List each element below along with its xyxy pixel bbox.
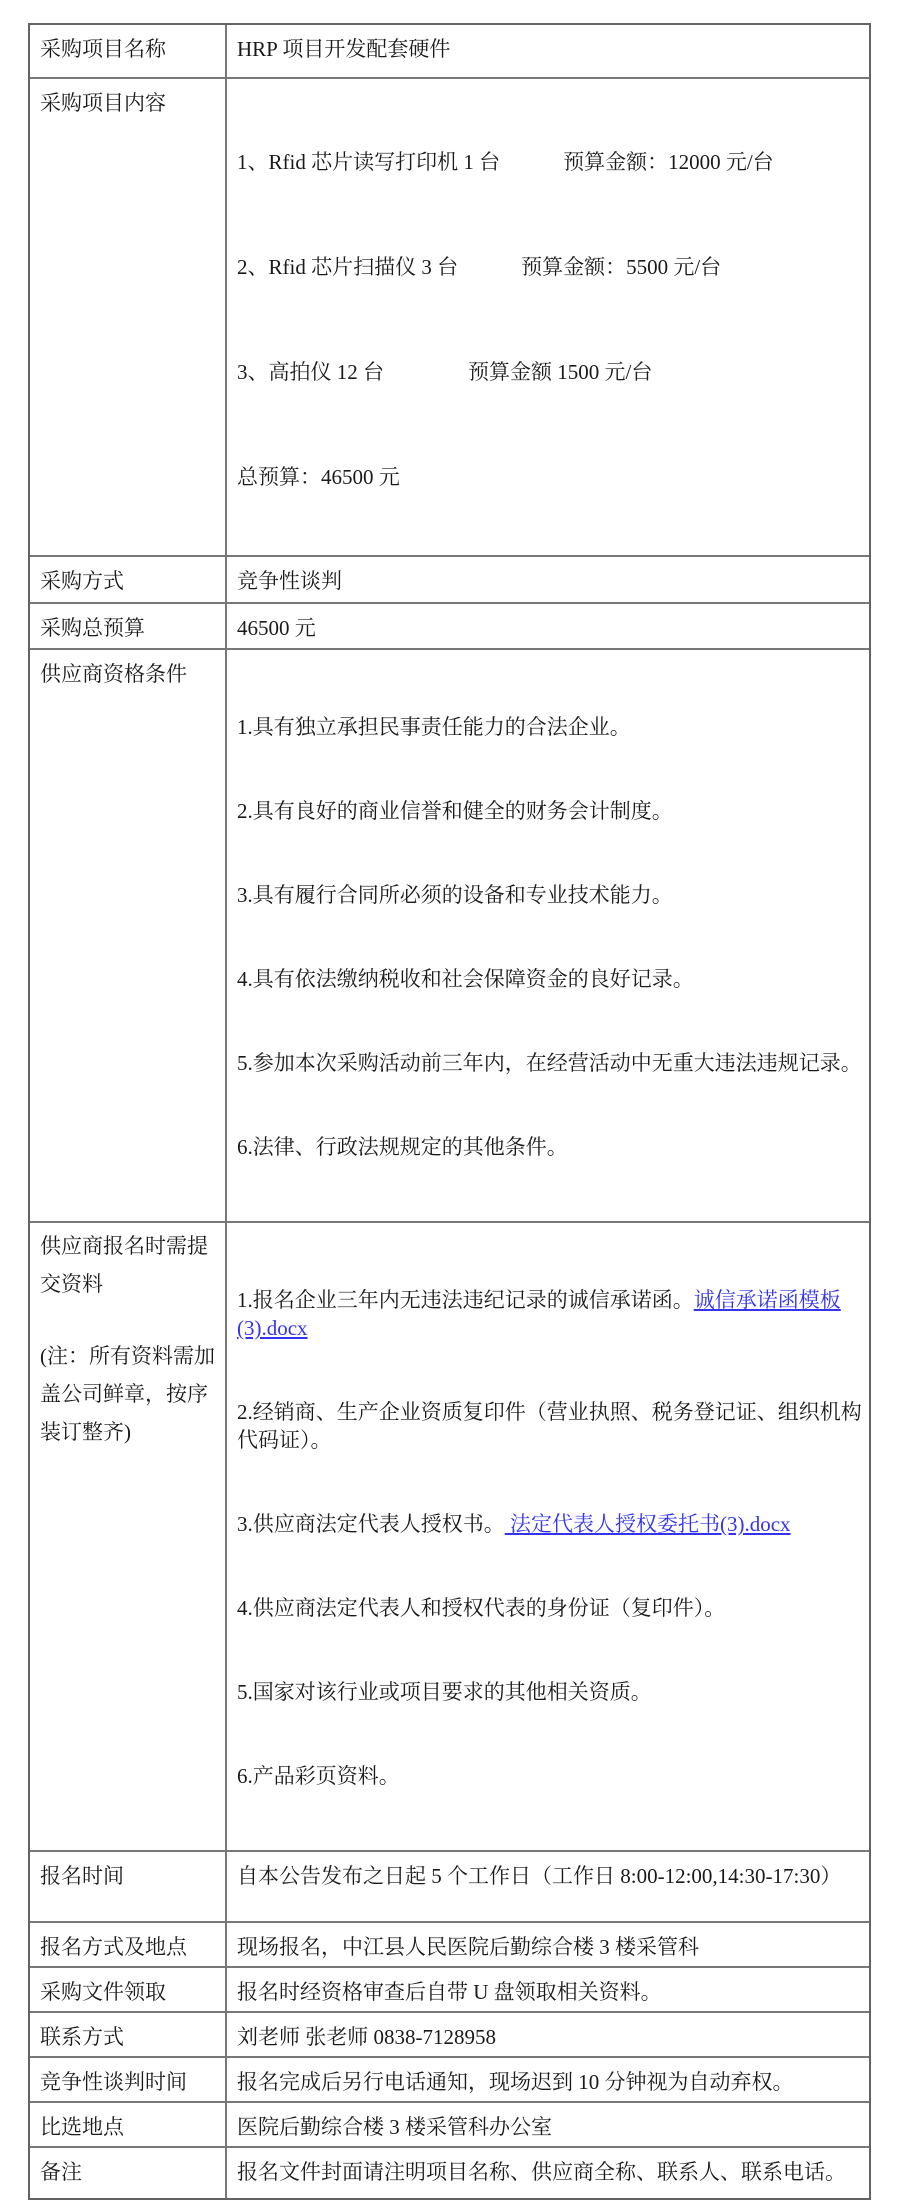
procurement-notice-table — [28, 23, 871, 2200]
table-row-file-pickup — [30, 1966, 869, 2011]
method-value: 竞争性谈判 — [237, 569, 342, 593]
table-row-qualifications — [30, 648, 869, 1221]
attachment-link-authorization-letter[interactable]: 法定代表人授权委托书(3).docx — [504, 1512, 791, 1536]
table-row-required-materials — [30, 1221, 869, 1850]
remark-value: 报名文件封面请注明项目名称、供应商全称、联系人、联系电话。 — [237, 2160, 846, 2184]
signup-time-value: 自本公告发布之日起 5 个工作日（工作日 8:00-12:00,14:30-17:30） — [237, 1864, 842, 1888]
row-label: 采购文件领取 — [30, 1968, 227, 2011]
material-item-5: 5.国家对该行业或项目要求的其他相关资质。 — [237, 1680, 652, 1704]
table-row-negotiation-time — [30, 2056, 869, 2101]
row-label: 联系方式 — [30, 2013, 227, 2056]
content-item-1: 1、Rfid 芯片读写打印机 1 台 预算金额：12000 元/台 — [237, 150, 774, 174]
row-label: 备注 — [30, 2148, 227, 2198]
qualification-item-5: 5.参加本次采购活动前三年内，在经营活动中无重大违法违规记录。 — [237, 1051, 862, 1075]
materials-value — [227, 1223, 869, 1850]
signup-place-value: 现场报名，中江县人民医院后勤综合楼 3 楼采管科 — [237, 1935, 699, 1959]
row-label: 采购方式 — [30, 557, 227, 602]
qualification-item-6: 6.法律、行政法规规定的其他条件。 — [237, 1135, 568, 1159]
file-pickup-value: 报名时经资格审查后自带 U 盘领取相关资料。 — [237, 1980, 662, 2004]
content-item-3: 3、高拍仪 12 台 预算金额 1500 元/台 — [237, 360, 653, 384]
table-row-selection-place — [30, 2101, 869, 2146]
material-item-6: 6.产品彩页资料。 — [237, 1764, 400, 1788]
total-budget-value: 46500 元 — [237, 616, 316, 640]
content-total-budget: 总预算：46500 元 — [237, 465, 400, 489]
qualifications-value — [227, 650, 869, 1221]
row-label: 竞争性谈判时间 — [30, 2058, 227, 2101]
table-row-project-content — [30, 77, 869, 555]
contact-value: 刘老师 张老师 0838-7128958 — [237, 2025, 496, 2049]
table-row-total-budget — [30, 602, 869, 648]
row-label-text: 供应商报名时需提交资料 — [40, 1234, 208, 1296]
table-row-method — [30, 555, 869, 602]
qualification-item-4: 4.具有依法缴纳税收和社会保障资金的良好记录。 — [237, 967, 694, 991]
qualification-item-3: 3.具有履行合同所必须的设备和专业技术能力。 — [237, 883, 673, 907]
project-content-value — [227, 79, 869, 555]
row-label: 比选地点 — [30, 2103, 227, 2146]
table-row-project-name — [30, 25, 869, 77]
material-item-text: 1.报名企业三年内无违法违纪记录的诚信承诺函。 — [237, 1288, 694, 1312]
material-item-1 — [237, 1286, 863, 1342]
material-item-4: 4.供应商法定代表人和授权代表的身份证（复印件）。 — [237, 1596, 726, 1620]
negotiation-time-value: 报名完成后另行电话通知，现场迟到 10 分钟视为自动弃权。 — [237, 2070, 794, 2094]
project-name-value: HRP 项目开发配套硬件 — [237, 37, 451, 61]
attachment-link-integrity-letter[interactable]: 诚信承诺函模板(3).docx — [237, 1288, 841, 1340]
row-label: 采购项目内容 — [30, 79, 227, 555]
selection-place-value: 医院后勤综合楼 3 楼采管科办公室 — [237, 2115, 552, 2139]
row-label: 报名时间 — [30, 1852, 227, 1921]
table-row-contact — [30, 2011, 869, 2056]
qualification-item-2: 2.具有良好的商业信誉和健全的财务会计制度。 — [237, 799, 673, 823]
content-item-2: 2、Rfid 芯片扫描仪 3 台 预算金额：5500 元/台 — [237, 255, 722, 279]
material-item-3 — [237, 1510, 863, 1538]
material-item-2: 2.经销商、生产企业资质复印件（营业执照、税务登记证、组织机构代码证）。 — [237, 1400, 862, 1452]
row-label: 报名方式及地点 — [30, 1923, 227, 1966]
row-label: 采购总预算 — [30, 604, 227, 648]
table-row-signup-place — [30, 1921, 869, 1966]
qualification-item-1: 1.具有独立承担民事责任能力的合法企业。 — [237, 715, 631, 739]
row-label-note: (注：所有资料需加盖公司鲜章，按序装订整齐) — [40, 1344, 215, 1444]
table-row-signup-time — [30, 1850, 869, 1921]
table-row-remark — [30, 2146, 869, 2198]
row-label: 采购项目名称 — [30, 25, 227, 77]
row-label — [30, 1223, 227, 1850]
row-label: 供应商资格条件 — [30, 650, 227, 1221]
material-item-text: 3.供应商法定代表人授权书。 — [237, 1512, 505, 1536]
